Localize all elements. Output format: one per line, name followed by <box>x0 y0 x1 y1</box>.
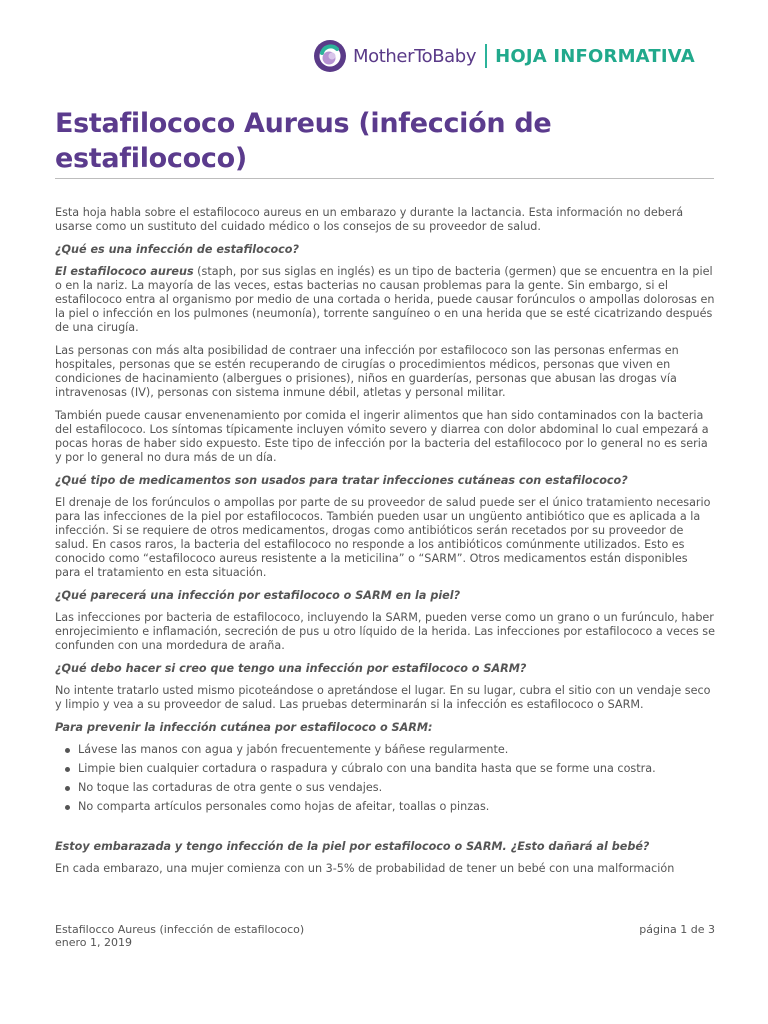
footer-date: enero 1, 2019 <box>55 936 132 949</box>
title-divider <box>55 178 714 179</box>
paragraph-what-to-do: No intente tratarlo usted mismo picoteándose o apretándose el lugar. En su lugar, cubra el sitio con un vendaje seco y limpio y vea a su proveedor de salud. Las pruebas determinarán si la infección es estafilococo o SARM. <box>55 684 711 711</box>
paragraph-food-poisoning: También puede causar envenenamiento por comida el ingerir alimentos que han sido contaminados con la bacteria del estafilococo. Los síntomas típicamente incluyen vómito severo y diarrea con dolor abdominal lo cual empezará a pocas horas de haber sido expuesto. Este tipo de infección por la bacteria del estafilococo por lo general no es seria y por lo general no dura más de un día. <box>55 409 709 464</box>
definition-text: (staph, por sus siglas en inglés) es un tipo de bacteria (germen) que se encuentra en la piel o en la nariz. La mayoría de las veces, estas bacterias no causan problemas para la gente. Sin embargo, si el estafilococo entra al organismo por medio de una cortada o herida, puede causar forúnculos o ampollas dolorosas en la piel o infección en los pulmones (neumonía), torrente sanguíneo o en una herida que se esté cicatrizando después de una cirugía. <box>55 265 715 334</box>
paragraph-definition <box>55 265 715 335</box>
page-footer <box>55 923 715 949</box>
question-what-is-staph: ¿Qué es una infección de estafilococo? <box>55 243 299 256</box>
term-staph-aureus: El estafilococo aureus <box>55 265 194 278</box>
brand-name: MotherToBaby <box>353 45 477 67</box>
prevention-list <box>55 743 715 814</box>
list-item: Limpie bien cualquier cortadura o raspadura y cúbralo con una bandita hasta que se forme una costra. <box>78 762 715 776</box>
question-what-to-do: ¿Qué debo hacer si creo que tengo una infección por estafilococo o SARM? <box>55 662 527 675</box>
paragraph-pregnancy: En cada embarazo, una mujer comienza con un 3-5% de probabilidad de tener un bebé con una malformación <box>55 862 675 875</box>
paragraph-appearance: Las infecciones por bacteria de estafilococo, incluyendo la SARM, pueden verse como un grano o un furúnculo, haber enrojecimiento e inflamación, secreción de pus u otro líquido de la herida. Las infecciones por estafilococo a veces se confunden con una mordedura de araña. <box>55 611 715 652</box>
page-title: Estafilococo Aureus (infección de estafilococo) <box>55 108 552 174</box>
question-medications: ¿Qué tipo de medicamentos son usados para tratar infecciones cutáneas con estafilococo? <box>55 474 628 487</box>
document-body <box>55 206 715 885</box>
list-item: No comparta artículos personales como hojas de afeitar, toallas o pinzas. <box>78 800 715 814</box>
question-pregnancy: Estoy embarazada y tengo infección de la piel por estafilococo o SARM. ¿Esto dañará al bebé? <box>55 840 650 853</box>
footer-info <box>55 923 304 949</box>
paragraph-treatment: El drenaje de los forúnculos o ampollas por parte de su proveedor de salud puede ser el único tratamiento necesario para las infecciones de la piel por estafilococos. También pueden usar un ungüento antibiótico que es aplicada a la infección. Si se requiere de otros medicamentos, drogas como antibióticos serán recetados por su proveedor de salud. En casos raros, la bacteria del estafilococo no responde a los antibióticos comúnmente utilizados. Esto es conocido como “estafilococo aureus resistente a la meticilina” o “SARM”. Otros medicamentos están disponibles para el tratamiento en esta situación. <box>55 496 711 579</box>
footer-doc-title: Estafilocco Aureus (infección de estafilococo) <box>55 923 305 936</box>
mothertobaby-logo-icon <box>313 39 347 73</box>
mothertobaby-logo <box>313 38 695 74</box>
heading-prevention: Para prevenir la infección cutánea por estafilococo o SARM: <box>55 721 433 734</box>
page-number: página 1 de 3 <box>639 923 715 936</box>
brand-divider <box>485 44 487 68</box>
intro-paragraph: Esta hoja habla sobre el estafilococo aureus en un embarazo y durante la lactancia. Esta información no deberá usarse como un sustituto del cuidado médico o los consejos de su proveedor de salud. <box>55 206 684 233</box>
paragraph-risk-groups: Las personas con más alta posibilidad de contraer una infección por estafilococo son las personas enfermas en hospitales, personas que se estén recuperando de cirugías o procedimientos médicos, personas que viven en condiciones de hacinamiento (albergues o prisiones), niños en guarderías, personas que abusan las drogas vía intravenosas (IV), personas con sistema inmune débil, atletas y personal militar. <box>55 344 679 399</box>
fact-sheet-tag: HOJA INFORMATIVA <box>495 45 695 67</box>
question-appearance: ¿Qué parecerá una infección por estafilococo o SARM en la piel? <box>55 589 461 602</box>
list-item: Lávese las manos con agua y jabón frecuentemente y báñese regularmente. <box>78 743 715 757</box>
list-item: No toque las cortaduras de otra gente o sus vendajes. <box>78 781 715 795</box>
